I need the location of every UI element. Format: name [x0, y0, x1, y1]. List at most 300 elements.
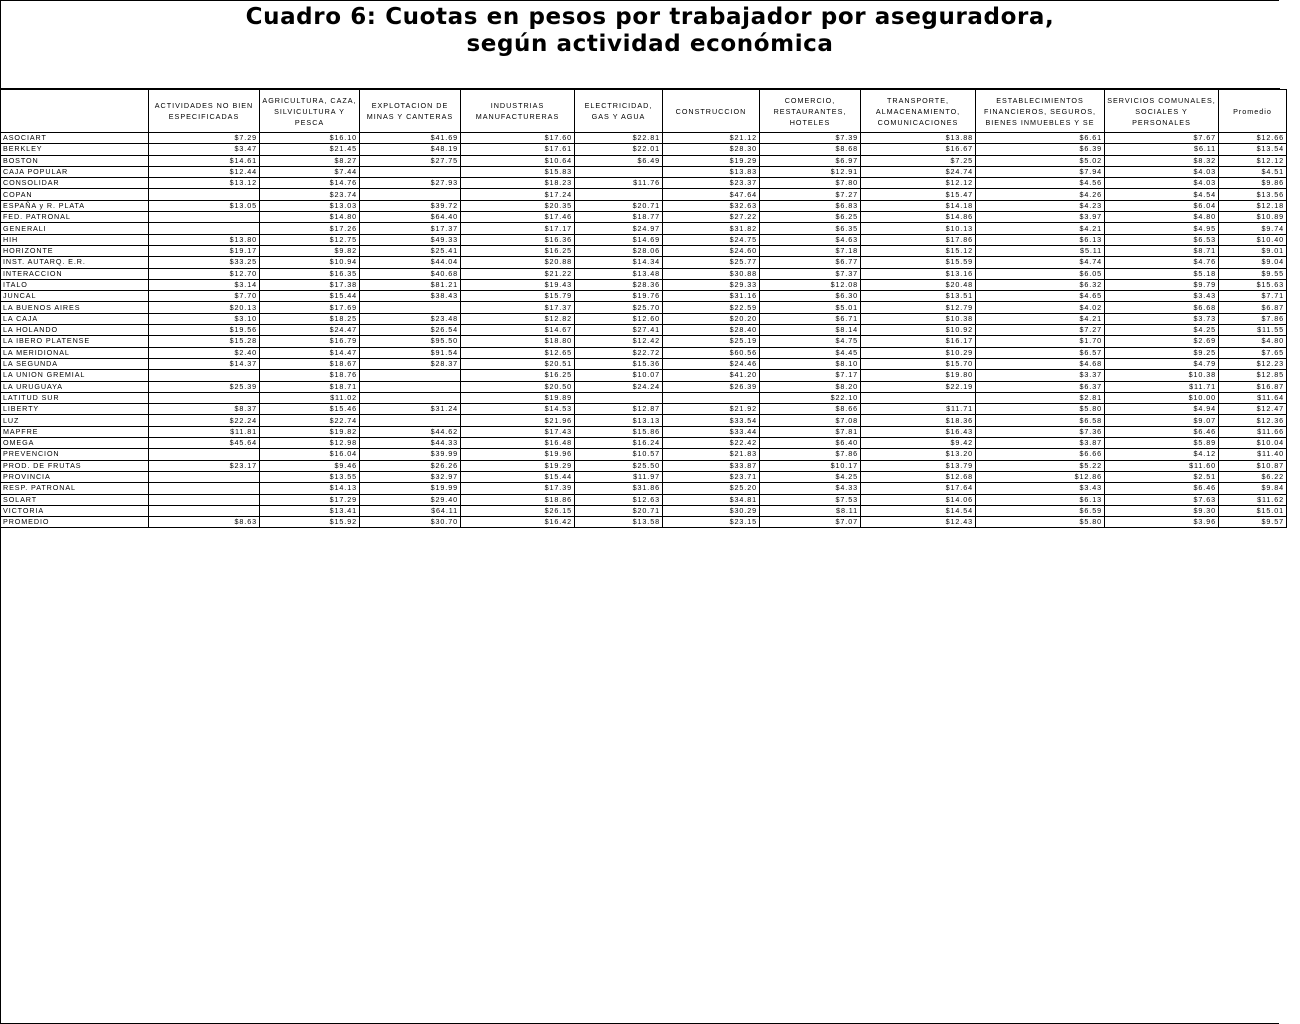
quota-value-cell: $10.38: [1105, 370, 1219, 381]
quota-value-cell: $13.79: [861, 460, 976, 471]
quota-value-cell: $17.64: [861, 483, 976, 494]
insurer-name-cell: PREVENCION: [1, 449, 149, 460]
quota-value-cell: $23.15: [663, 517, 760, 528]
quota-value-cell: $6.58: [976, 415, 1105, 426]
quota-value-cell: $20.88: [461, 257, 575, 268]
quota-value-cell: $17.86: [861, 234, 976, 245]
quota-value-cell: $10.57: [575, 449, 663, 460]
quota-value-cell: $11.66: [1219, 426, 1287, 437]
insurer-name-cell: LA MERIDIONAL: [1, 347, 149, 358]
quota-value-cell: $26.39: [663, 381, 760, 392]
quota-value-cell: $6.87: [1219, 302, 1287, 313]
quota-value-cell: $2.40: [149, 347, 260, 358]
quota-value-cell: $22.19: [861, 381, 976, 392]
quota-value-cell: $13.13: [575, 415, 663, 426]
quota-value-cell: $30.29: [663, 505, 760, 516]
quota-value-cell: $18.25: [260, 313, 360, 324]
quota-value-cell: $13.12: [149, 178, 260, 189]
quota-value-cell: $7.39: [760, 133, 861, 144]
quota-value-cell: [861, 392, 976, 403]
table-row: [1, 505, 1287, 516]
quota-value-cell: $17.38: [260, 279, 360, 290]
quota-value-cell: $23.48: [360, 313, 461, 324]
quota-value-cell: $6.77: [760, 257, 861, 268]
quota-value-cell: $21.22: [461, 268, 575, 279]
quota-value-cell: $21.45: [260, 144, 360, 155]
quota-value-cell: $10.40: [1219, 234, 1287, 245]
quota-value-cell: $12.36: [1219, 415, 1287, 426]
quota-value-cell: $22.24: [149, 415, 260, 426]
quota-value-cell: $9.82: [260, 245, 360, 256]
quota-value-cell: $22.10: [760, 392, 861, 403]
quota-value-cell: $4.63: [760, 234, 861, 245]
quota-value-cell: $8.11: [760, 505, 861, 516]
quota-value-cell: [575, 189, 663, 200]
quota-value-cell: $14.53: [461, 404, 575, 415]
quota-value-cell: $95.50: [360, 336, 461, 347]
quota-value-cell: $6.68: [1105, 302, 1219, 313]
column-header: SERVICIOS COMUNALES, SOCIALES Y PERSONALES: [1105, 90, 1219, 133]
table-row: [1, 336, 1287, 347]
quota-value-cell: $16.87: [1219, 381, 1287, 392]
column-header: EXPLOTACION DE MINAS Y CANTERAS: [360, 90, 461, 133]
insurer-name-cell: HORIZONTE: [1, 245, 149, 256]
quota-value-cell: $7.65: [1219, 347, 1287, 358]
table-row: [1, 144, 1287, 155]
quota-value-cell: $8.14: [760, 325, 861, 336]
quota-value-cell: $13.58: [575, 517, 663, 528]
quota-value-cell: [575, 166, 663, 177]
table-row: [1, 358, 1287, 369]
quota-value-cell: $4.95: [1105, 223, 1219, 234]
quota-value-cell: $6.97: [760, 155, 861, 166]
quota-value-cell: $14.34: [575, 257, 663, 268]
table-header-row: [1, 90, 1287, 133]
page-title: [0, 4, 1300, 58]
quota-value-cell: [149, 471, 260, 482]
quota-value-cell: $9.79: [1105, 279, 1219, 290]
quota-value-cell: $13.03: [260, 200, 360, 211]
quota-value-cell: $9.55: [1219, 268, 1287, 279]
insurer-name-cell: LA HOLANDO: [1, 325, 149, 336]
quota-value-cell: $7.07: [760, 517, 861, 528]
insurer-name-cell: LIBERTY: [1, 404, 149, 415]
column-header: CONSTRUCCION: [663, 90, 760, 133]
quota-value-cell: $15.47: [861, 189, 976, 200]
quota-value-cell: $22.74: [260, 415, 360, 426]
quota-value-cell: $60.56: [663, 347, 760, 358]
column-header: INDUSTRIAS MANUFACTURERAS: [461, 90, 575, 133]
quota-value-cell: $18.71: [260, 381, 360, 392]
quota-value-cell: $4.79: [1105, 358, 1219, 369]
quota-value-cell: $41.69: [360, 133, 461, 144]
quota-value-cell: $7.17: [760, 370, 861, 381]
insurer-name-cell: CONSOLIDAR: [1, 178, 149, 189]
quota-value-cell: $8.32: [1105, 155, 1219, 166]
quota-value-cell: $17.29: [260, 494, 360, 505]
quota-value-cell: $10.17: [760, 460, 861, 471]
quota-value-cell: $13.48: [575, 268, 663, 279]
quota-value-cell: $4.03: [1105, 166, 1219, 177]
quota-value-cell: $10.94: [260, 257, 360, 268]
quota-value-cell: $49.33: [360, 234, 461, 245]
insurer-name-cell: PROMEDIO: [1, 517, 149, 528]
quota-value-cell: $33.87: [663, 460, 760, 471]
insurer-name-cell: INTERACCION: [1, 268, 149, 279]
quota-value-cell: $6.13: [976, 234, 1105, 245]
quota-value-cell: $19.99: [360, 483, 461, 494]
quota-value-cell: $10.64: [461, 155, 575, 166]
quota-value-cell: $11.64: [1219, 392, 1287, 403]
quota-value-cell: $26.26: [360, 460, 461, 471]
quota-value-cell: $16.42: [461, 517, 575, 528]
quota-value-cell: $7.37: [760, 268, 861, 279]
quota-value-cell: $31.82: [663, 223, 760, 234]
quota-value-cell: $6.22: [1219, 471, 1287, 482]
quota-value-cell: $32.97: [360, 471, 461, 482]
quota-value-cell: [360, 392, 461, 403]
quota-value-cell: $2.81: [976, 392, 1105, 403]
quota-value-cell: $7.86: [1219, 313, 1287, 324]
quota-value-cell: $10.07: [575, 370, 663, 381]
quota-value-cell: $11.62: [1219, 494, 1287, 505]
quota-value-cell: $7.44: [260, 166, 360, 177]
quota-value-cell: $12.98: [260, 438, 360, 449]
quota-value-cell: $6.11: [1105, 144, 1219, 155]
quota-value-cell: $10.00: [1105, 392, 1219, 403]
quota-value-cell: $7.67: [1105, 133, 1219, 144]
quota-value-cell: $23.74: [260, 189, 360, 200]
quota-value-cell: $16.25: [461, 370, 575, 381]
quota-value-cell: $4.75: [760, 336, 861, 347]
quota-value-cell: $15.63: [1219, 279, 1287, 290]
quota-value-cell: $12.68: [861, 471, 976, 482]
insurer-name-cell: LATITUD SUR: [1, 392, 149, 403]
quota-value-cell: $19.43: [461, 279, 575, 290]
quota-value-cell: $5.80: [976, 517, 1105, 528]
quota-value-cell: [149, 212, 260, 223]
quota-value-cell: $12.47: [1219, 404, 1287, 415]
quota-value-cell: $7.81: [760, 426, 861, 437]
quota-value-cell: $7.53: [760, 494, 861, 505]
quota-value-cell: $18.80: [461, 336, 575, 347]
quota-value-cell: $7.25: [861, 155, 976, 166]
quota-value-cell: $13.41: [260, 505, 360, 516]
quota-value-cell: $22.59: [663, 302, 760, 313]
quota-value-cell: [149, 449, 260, 460]
quota-value-cell: $4.76: [1105, 257, 1219, 268]
quota-value-cell: $15.70: [861, 358, 976, 369]
quota-value-cell: $7.80: [760, 178, 861, 189]
quota-value-cell: $7.70: [149, 291, 260, 302]
quota-value-cell: $4.80: [1105, 212, 1219, 223]
table-row: [1, 325, 1287, 336]
table-row: [1, 133, 1287, 144]
quota-value-cell: $22.72: [575, 347, 663, 358]
quota-value-cell: $7.63: [1105, 494, 1219, 505]
quota-value-cell: $6.66: [976, 449, 1105, 460]
insurer-name-cell: SOLART: [1, 494, 149, 505]
quota-value-cell: $16.67: [861, 144, 976, 155]
quota-value-cell: $6.30: [760, 291, 861, 302]
quota-value-cell: $25.39: [149, 381, 260, 392]
table-row: [1, 166, 1287, 177]
quota-value-cell: $5.89: [1105, 438, 1219, 449]
insurer-name-cell: COPAN: [1, 189, 149, 200]
quota-value-cell: $28.30: [663, 144, 760, 155]
quota-value-cell: $8.20: [760, 381, 861, 392]
quota-value-cell: $6.53: [1105, 234, 1219, 245]
quota-value-cell: $33.54: [663, 415, 760, 426]
quota-value-cell: $10.92: [861, 325, 976, 336]
quota-value-cell: $25.70: [575, 302, 663, 313]
quota-value-cell: $21.12: [663, 133, 760, 144]
quota-value-cell: $3.37: [976, 370, 1105, 381]
table-row: [1, 223, 1287, 234]
quota-value-cell: $19.29: [461, 460, 575, 471]
quota-value-cell: $5.02: [976, 155, 1105, 166]
quota-value-cell: $10.38: [861, 313, 976, 324]
quota-value-cell: $39.99: [360, 449, 461, 460]
quota-value-cell: $25.20: [663, 483, 760, 494]
quota-value-cell: $6.61: [976, 133, 1105, 144]
quota-value-cell: $4.56: [976, 178, 1105, 189]
table-row: [1, 438, 1287, 449]
quota-value-cell: $24.74: [861, 166, 976, 177]
quota-value-cell: $17.39: [461, 483, 575, 494]
quota-value-cell: [360, 415, 461, 426]
quota-value-cell: $10.29: [861, 347, 976, 358]
quota-value-cell: $11.76: [575, 178, 663, 189]
quota-value-cell: $12.79: [861, 302, 976, 313]
quota-value-cell: [360, 189, 461, 200]
quota-value-cell: [360, 302, 461, 313]
quota-value-cell: $7.94: [976, 166, 1105, 177]
quota-value-cell: $13.51: [861, 291, 976, 302]
quota-value-cell: $16.24: [575, 438, 663, 449]
quota-value-cell: $9.86: [1219, 178, 1287, 189]
column-header: Promedio: [1219, 90, 1287, 133]
insurer-name-cell: GENERALI: [1, 223, 149, 234]
quota-value-cell: [360, 166, 461, 177]
quota-value-cell: $12.65: [461, 347, 575, 358]
quota-value-cell: $27.41: [575, 325, 663, 336]
quota-value-cell: $4.03: [1105, 178, 1219, 189]
quota-value-cell: $12.82: [461, 313, 575, 324]
quota-value-cell: $47.64: [663, 189, 760, 200]
column-header: ACTIVIDADES NO BIEN ESPECIFICADAS: [149, 90, 260, 133]
quota-value-cell: $10.87: [1219, 460, 1287, 471]
quota-value-cell: $11.71: [1105, 381, 1219, 392]
quota-value-cell: $24.24: [575, 381, 663, 392]
quota-value-cell: $4.68: [976, 358, 1105, 369]
quota-value-cell: $4.23: [976, 200, 1105, 211]
insurer-name-cell: LA UNION GREMIAL: [1, 370, 149, 381]
quota-value-cell: $9.42: [861, 438, 976, 449]
insurer-name-cell: VICTORIA: [1, 505, 149, 516]
quota-value-cell: $27.93: [360, 178, 461, 189]
quota-value-cell: $7.29: [149, 133, 260, 144]
quota-value-cell: $44.33: [360, 438, 461, 449]
quota-value-cell: $7.18: [760, 245, 861, 256]
quota-value-cell: $3.73: [1105, 313, 1219, 324]
table-row: [1, 189, 1287, 200]
quota-value-cell: $15.86: [575, 426, 663, 437]
quota-value-cell: $19.96: [461, 449, 575, 460]
quota-value-cell: $16.25: [461, 245, 575, 256]
insurer-name-cell: HIH: [1, 234, 149, 245]
quota-value-cell: $29.33: [663, 279, 760, 290]
quota-value-cell: $91.54: [360, 347, 461, 358]
quota-value-cell: $25.77: [663, 257, 760, 268]
quota-value-cell: $24.47: [260, 325, 360, 336]
quota-value-cell: $14.61: [149, 155, 260, 166]
table-row: [1, 291, 1287, 302]
quota-value-cell: $4.45: [760, 347, 861, 358]
quota-value-cell: $3.14: [149, 279, 260, 290]
quota-value-cell: $5.22: [976, 460, 1105, 471]
column-header: AGRICULTURA, CAZA, SILVICULTURA Y PESCA: [260, 90, 360, 133]
insurer-name-cell: MAPFRE: [1, 426, 149, 437]
quota-value-cell: $6.37: [976, 381, 1105, 392]
quota-value-cell: $3.43: [976, 483, 1105, 494]
insurer-name-cell: LA URUGUAYA: [1, 381, 149, 392]
quota-value-cell: $23.17: [149, 460, 260, 471]
quota-value-cell: $6.46: [1105, 426, 1219, 437]
quota-value-cell: $7.08: [760, 415, 861, 426]
quota-value-cell: $39.72: [360, 200, 461, 211]
table-row: [1, 155, 1287, 166]
quota-value-cell: $12.91: [760, 166, 861, 177]
quota-value-cell: $15.44: [461, 471, 575, 482]
quota-value-cell: $13.83: [663, 166, 760, 177]
quota-value-cell: $20.71: [575, 200, 663, 211]
quota-value-cell: $11.71: [861, 404, 976, 415]
quota-value-cell: $16.17: [861, 336, 976, 347]
insurer-name-cell: ITALO: [1, 279, 149, 290]
quota-value-cell: $4.21: [976, 223, 1105, 234]
table-row: [1, 449, 1287, 460]
quota-value-cell: $4.80: [1219, 336, 1287, 347]
quota-value-cell: $17.37: [461, 302, 575, 313]
quota-value-cell: $8.27: [260, 155, 360, 166]
quota-value-cell: $28.36: [575, 279, 663, 290]
quota-value-cell: $28.37: [360, 358, 461, 369]
quota-value-cell: $17.69: [260, 302, 360, 313]
table-row: [1, 381, 1287, 392]
quota-value-cell: $4.33: [760, 483, 861, 494]
table-row: [1, 313, 1287, 324]
quota-value-cell: $5.01: [760, 302, 861, 313]
quota-value-cell: $6.32: [976, 279, 1105, 290]
quota-value-cell: [575, 392, 663, 403]
quota-value-cell: $12.18: [1219, 200, 1287, 211]
quota-value-cell: $14.06: [861, 494, 976, 505]
quota-table: [0, 89, 1287, 528]
quota-value-cell: $9.07: [1105, 415, 1219, 426]
quota-value-cell: $19.29: [663, 155, 760, 166]
insurer-name-cell: BOSTON: [1, 155, 149, 166]
table-row: [1, 460, 1287, 471]
quota-value-cell: $12.23: [1219, 358, 1287, 369]
quota-value-cell: $20.35: [461, 200, 575, 211]
quota-value-cell: $4.21: [976, 313, 1105, 324]
quota-value-cell: $24.46: [663, 358, 760, 369]
quota-value-cell: $14.54: [861, 505, 976, 516]
quota-value-cell: $2.69: [1105, 336, 1219, 347]
quota-value-cell: $15.44: [260, 291, 360, 302]
quota-value-cell: $13.80: [149, 234, 260, 245]
quota-value-cell: $17.37: [360, 223, 461, 234]
quota-value-cell: $6.39: [976, 144, 1105, 155]
quota-value-cell: $45.64: [149, 438, 260, 449]
quota-value-cell: $38.43: [360, 291, 461, 302]
quota-value-cell: $4.65: [976, 291, 1105, 302]
quota-value-cell: [360, 370, 461, 381]
quota-value-cell: $15.36: [575, 358, 663, 369]
quota-value-cell: $3.47: [149, 144, 260, 155]
quota-value-cell: $11.60: [1105, 460, 1219, 471]
quota-value-cell: $6.49: [575, 155, 663, 166]
quota-value-cell: $19.76: [575, 291, 663, 302]
table-body: [1, 133, 1287, 528]
quota-value-cell: $4.25: [1105, 325, 1219, 336]
quota-value-cell: $14.67: [461, 325, 575, 336]
quota-value-cell: $12.12: [1219, 155, 1287, 166]
column-header: COMERCIO, RESTAURANTES, HOTELES: [760, 90, 861, 133]
quota-value-cell: $12.42: [575, 336, 663, 347]
quota-value-cell: $6.40: [760, 438, 861, 449]
insurer-name-cell: BERKLEY: [1, 144, 149, 155]
quota-value-cell: $11.02: [260, 392, 360, 403]
insurer-name-cell: LA BUENOS AIRES: [1, 302, 149, 313]
quota-value-cell: $14.86: [861, 212, 976, 223]
table-row: [1, 517, 1287, 528]
quota-value-cell: $26.54: [360, 325, 461, 336]
quota-value-cell: $6.46: [1105, 483, 1219, 494]
quota-value-cell: $9.04: [1219, 257, 1287, 268]
quota-value-cell: $15.59: [861, 257, 976, 268]
quota-value-cell: $7.36: [976, 426, 1105, 437]
quota-value-cell: $6.25: [760, 212, 861, 223]
quota-value-cell: $25.41: [360, 245, 461, 256]
quota-value-cell: $12.70: [149, 268, 260, 279]
quota-value-cell: $18.36: [861, 415, 976, 426]
quota-value-cell: $4.94: [1105, 404, 1219, 415]
quota-value-cell: $16.36: [461, 234, 575, 245]
insurer-name-cell: CAJA POPULAR: [1, 166, 149, 177]
table-row: [1, 415, 1287, 426]
quota-value-cell: $8.37: [149, 404, 260, 415]
title-line-2: según actividad económica: [466, 31, 834, 57]
quota-value-cell: $31.16: [663, 291, 760, 302]
quota-value-cell: $12.85: [1219, 370, 1287, 381]
quota-value-cell: $21.96: [461, 415, 575, 426]
quota-value-cell: $10.89: [1219, 212, 1287, 223]
quota-value-cell: $44.04: [360, 257, 461, 268]
quota-value-cell: $3.10: [149, 313, 260, 324]
quota-value-cell: $13.16: [861, 268, 976, 279]
quota-value-cell: $6.05: [976, 268, 1105, 279]
quota-value-cell: $20.50: [461, 381, 575, 392]
quota-value-cell: $8.63: [149, 517, 260, 528]
table-row: [1, 212, 1287, 223]
quota-value-cell: $12.60: [575, 313, 663, 324]
quota-value-cell: $11.97: [575, 471, 663, 482]
quota-value-cell: $4.02: [976, 302, 1105, 313]
table-row: [1, 483, 1287, 494]
quota-value-cell: $12.43: [861, 517, 976, 528]
